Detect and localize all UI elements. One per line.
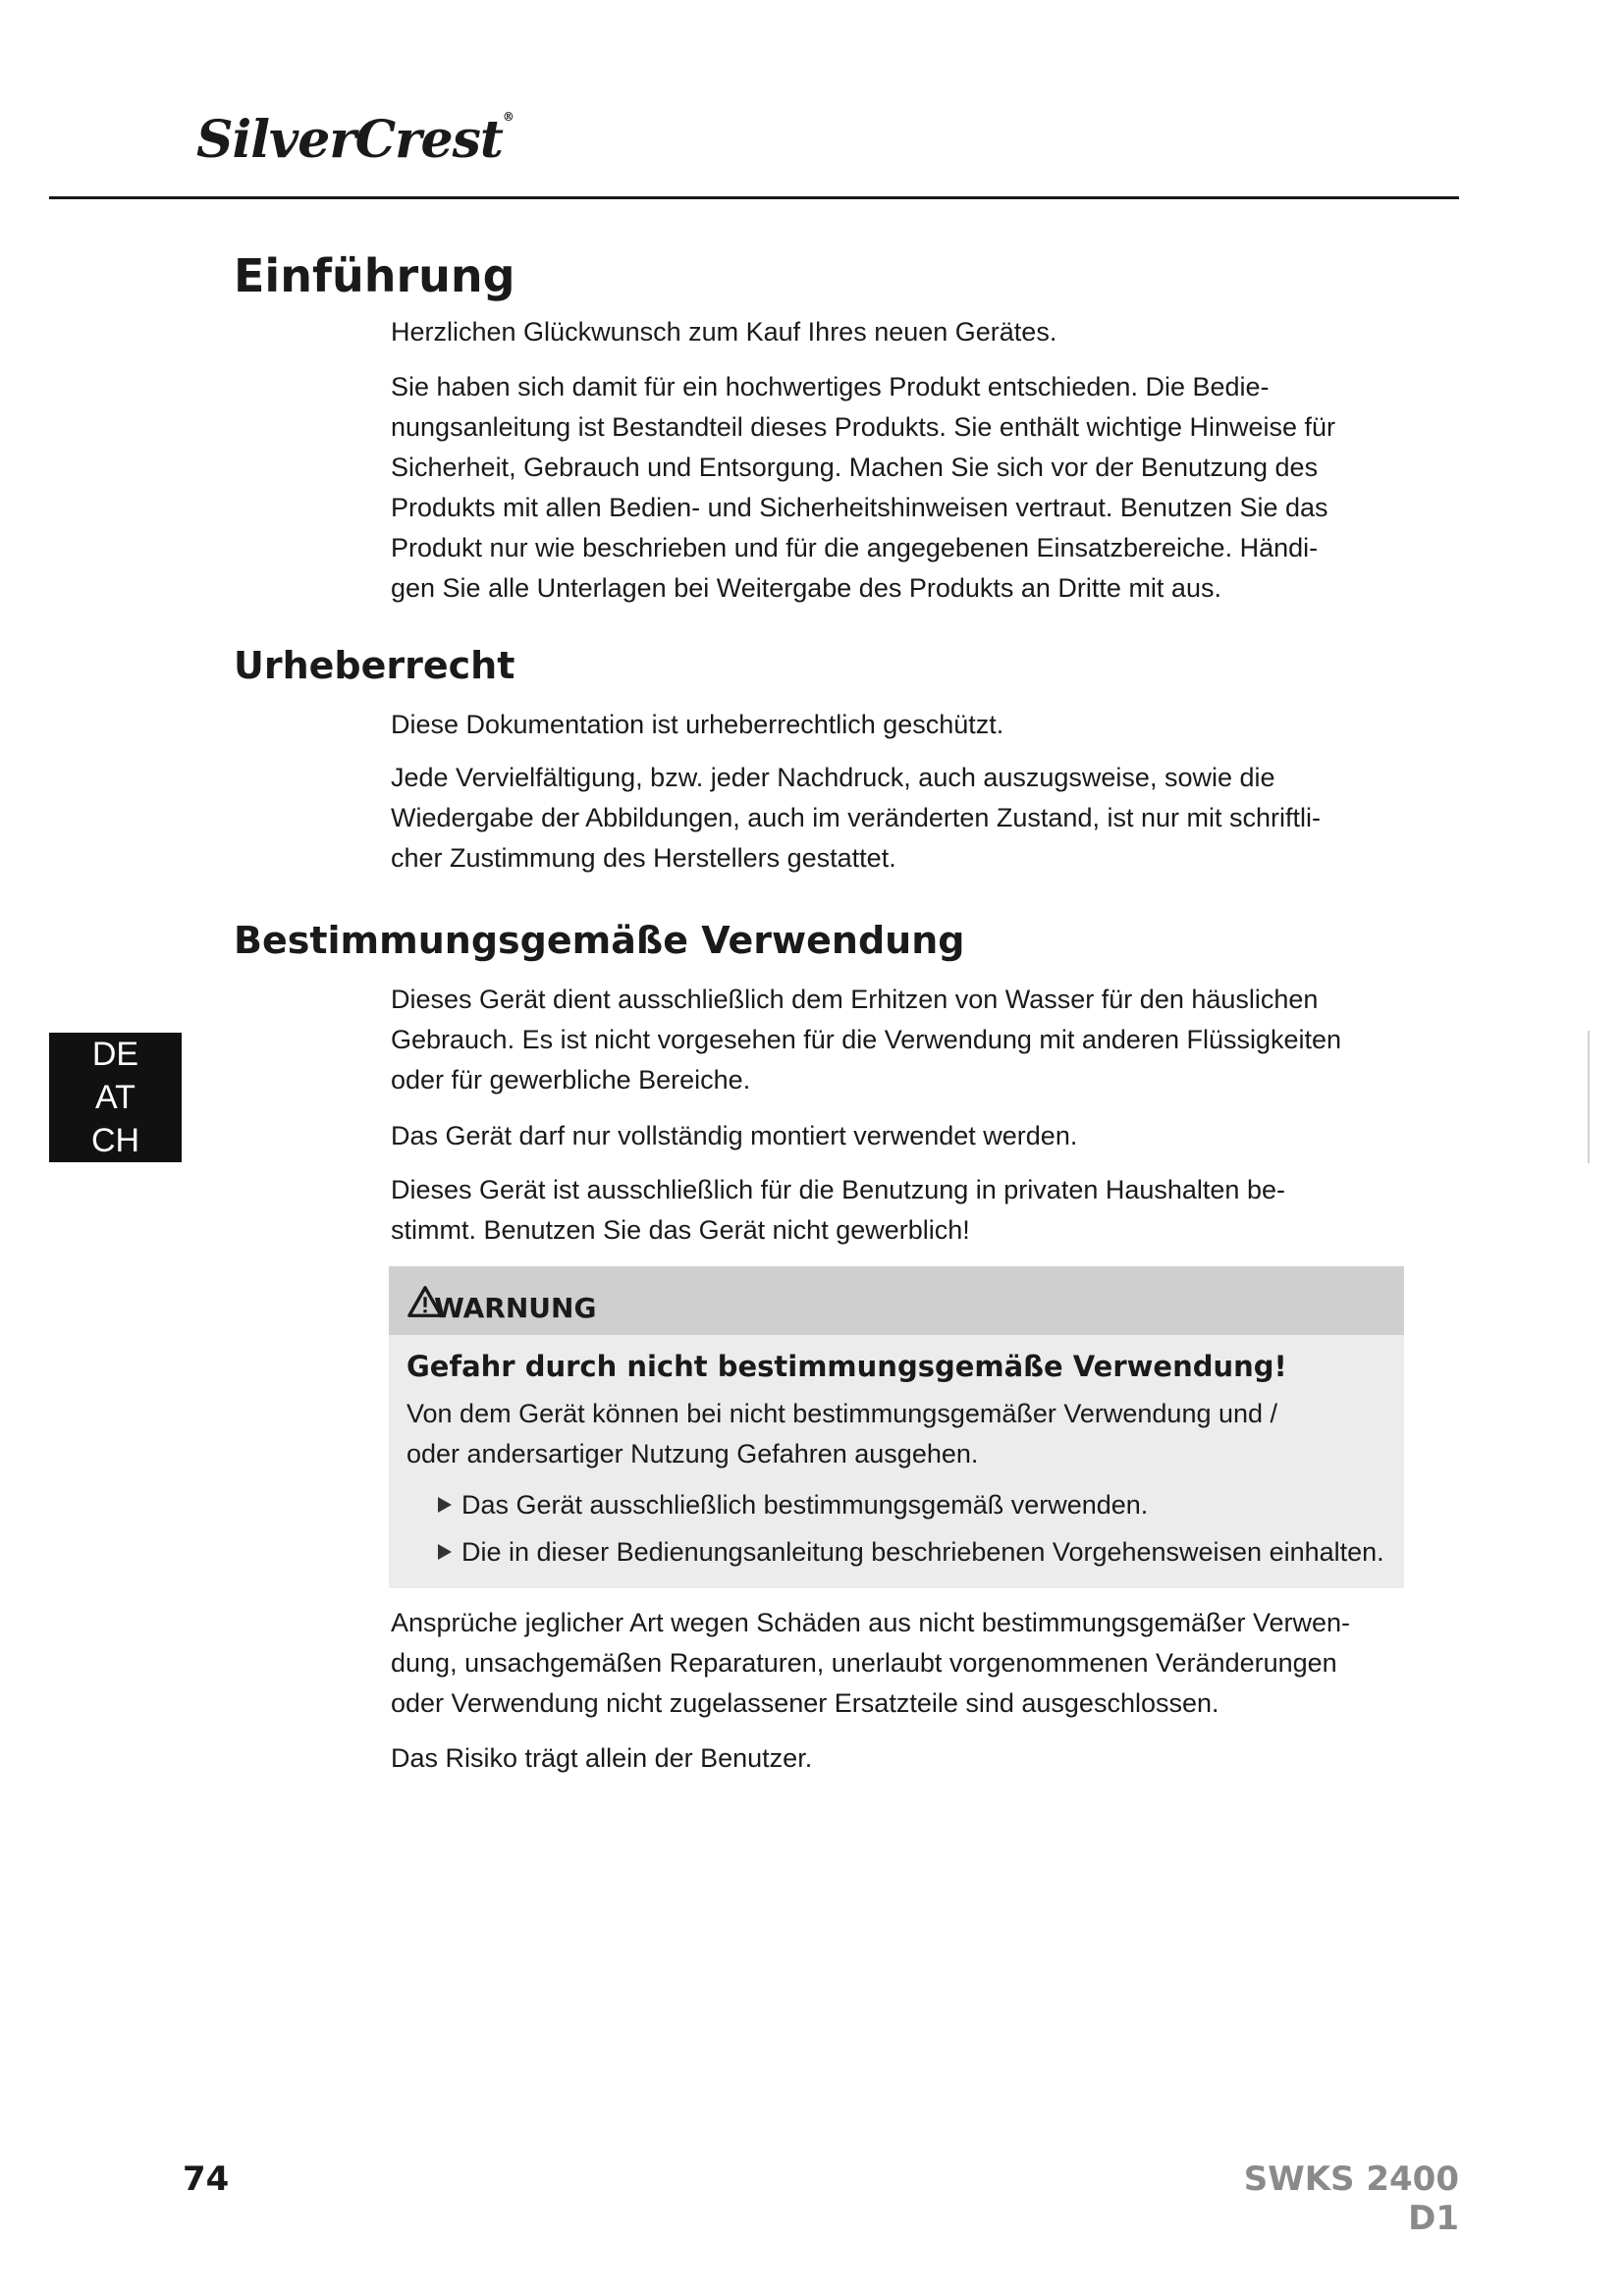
warning-bullet-1 [438, 1485, 1148, 1525]
section-title-intro: Einführung [234, 249, 515, 302]
intended-use-paragraph-3: Dieses Gerät ist ausschließlich für die Benutzung in privaten Haushalten be- stimmt. Benutzen Sie das Gerät nicht gewerblich! [391, 1175, 1285, 1245]
edge-mark [1588, 1031, 1590, 1163]
registered-mark: ® [502, 110, 514, 124]
language-tab [49, 1033, 182, 1162]
intended-use-paragraph-1: Dieses Gerät dient ausschließlich dem Erhitzen von Wasser für den häuslichen Gebrauch. Es ist nicht vorgesehen für die Verwendung mit anderen Flüssigkeiten oder für gewerbliche Bereiche. [391, 985, 1342, 1095]
warning-bullet-1-text: Das Gerät ausschließlich bestimmungsgemäß verwenden. [461, 1490, 1149, 1520]
intended-use-paragraph-4: Ansprüche jeglicher Art wegen Schäden aus nicht bestimmungsgemäßer Verwen- dung, unsachgemäßen Reparaturen, unerlaubt vorgenommenen Veränderungen oder Verwendung nicht zugelassener Ersatzteile sind ausgeschlossen. [391, 1608, 1351, 1718]
language-tab-ch: CH [90, 1122, 140, 1159]
warning-subtitle: Gefahr durch nicht bestimmungsgemäße Verwendung! [406, 1350, 1287, 1383]
intended-use-paragraph-5: Das Risiko trägt allein der Benutzer. [391, 1743, 813, 1773]
copyright-paragraph-1: Diese Dokumentation ist urheberrechtlich geschützt. [391, 710, 1004, 739]
warning-text: Von dem Gerät können bei nicht bestimmungsgemäßer Verwendung und / oder andersartiger Nutzung Gefahren ausgehen. [406, 1399, 1278, 1468]
warning-bullet-2 [438, 1532, 1384, 1573]
copyright-paragraph-2: Jede Vervielfältigung, bzw. jeder Nachdruck, auch auszugsweise, sowie die Wiedergabe der Abbildungen, auch im veränderten Zustand, ist nur mit schriftli- cher Zustimmung des Herstellers gestattet. [391, 763, 1321, 873]
intro-paragraph-2: Sie haben sich damit für ein hochwertiges Produkt entschieden. Die Bedie- nungsanleitung ist Bestandteil dieses Produkts. Sie enthält wichtige Hinweise für Sicherheit, Gebrauch und Entsorgung. Machen Sie sich vor der Benutzung des Produkts mit allen Bedien- und Sicherheitshinweisen vertraut. Benutzen Sie das Produkt nur wie beschrieben und für die angegebenen Einsatzbereiche. Händi- gen Sie alle Unterlagen bei Weitergabe des Produkts an Dritte mit aus. [391, 372, 1336, 603]
section-title-copyright: Urheberrecht [234, 644, 515, 687]
model-number: SWKS 2400 D1 [1243, 2160, 1459, 2238]
language-tab-at: AT [95, 1079, 135, 1116]
warning-box [389, 1266, 1404, 1588]
warning-header [389, 1266, 1404, 1335]
brand-name: SilverCrest [196, 110, 503, 170]
section-title-intended-use: Bestimmungsgemäße Verwendung [234, 919, 965, 962]
intro-paragraph-1: Herzlichen Glückwunsch zum Kauf Ihres neuen Gerätes. [391, 317, 1057, 347]
language-tab-de: DE [91, 1036, 139, 1073]
warning-bullet-2-text: Die in dieser Bedienungsanleitung beschriebenen Vorgehensweisen einhalten. [461, 1537, 1384, 1567]
header-rule [49, 196, 1459, 199]
warning-label: WARNUNG [434, 1292, 597, 1324]
intended-use-paragraph-2: Das Gerät darf nur vollständig montiert verwendet werden. [391, 1121, 1078, 1150]
arrow-bullet-icon [438, 1544, 452, 1560]
page-number: 74 [183, 2160, 230, 2199]
brand-logo [196, 110, 514, 170]
arrow-bullet-icon [438, 1497, 452, 1513]
